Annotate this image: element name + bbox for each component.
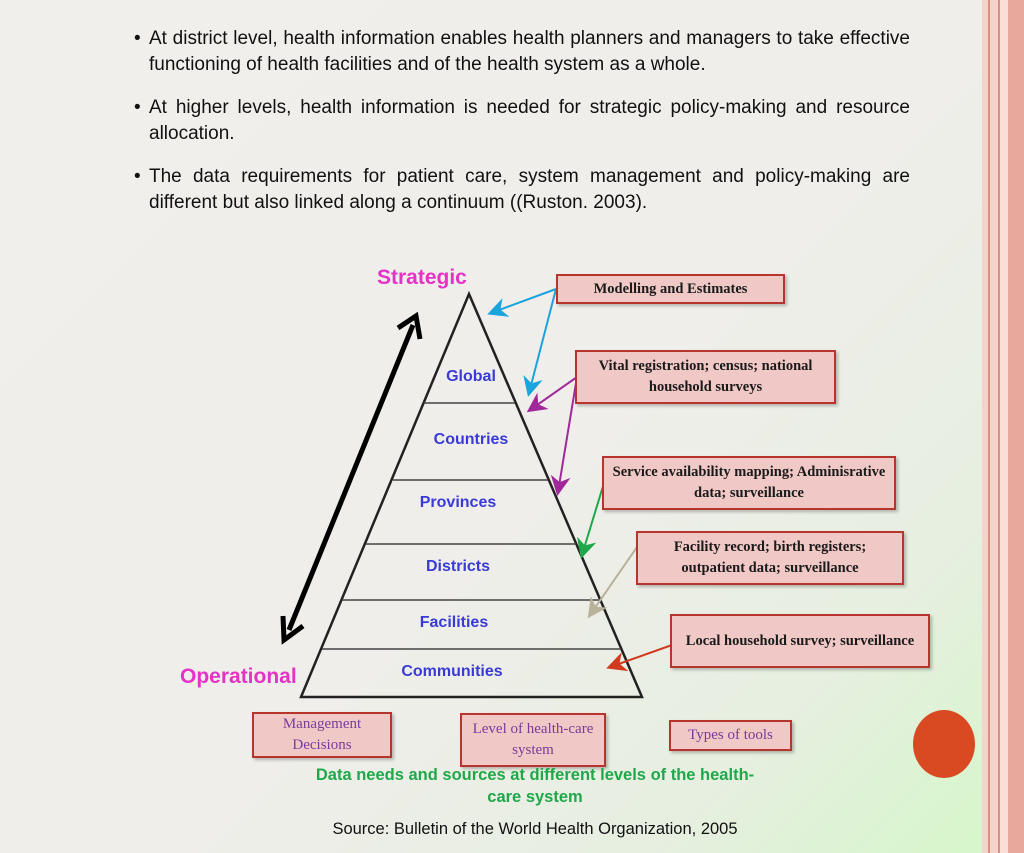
diagram-caption: Data needs and sources at different levels of the health-care system — [315, 766, 755, 806]
tool-arrow — [491, 289, 556, 313]
strategic-label: Strategic — [377, 266, 467, 289]
level-communities: Communities — [401, 663, 503, 680]
tool-box-service-availability: Service availability mapping; Adminisrative data; surveillance — [602, 456, 896, 510]
legend-level-of-health-care: Level of health-care system — [460, 713, 606, 767]
level-countries: Countries — [433, 431, 509, 448]
bullet-item: • At district level, health information enables health planners and managers to take effective functioning of health facilities and of the health system as a whole. — [132, 26, 910, 77]
decorative-circle — [913, 710, 975, 778]
source-citation: Source: Bulletin of the World Health Organization, 2005 — [332, 820, 738, 838]
tool-arrow — [582, 483, 604, 555]
level-provinces: Provinces — [419, 494, 497, 511]
level-facilities: Facilities — [419, 614, 489, 631]
tool-box-local-household: Local household survey; surveillance — [670, 614, 930, 668]
operational-label: Operational — [180, 665, 297, 688]
tool-arrow — [590, 547, 637, 615]
tool-box-modelling: Modelling and Estimates — [556, 274, 785, 304]
level-districts: Districts — [425, 558, 491, 575]
level-global: Global — [446, 368, 496, 385]
tool-box-facility-record: Facility record; birth registers; outpatient data; surveillance — [636, 531, 904, 585]
continuum-double-arrow — [289, 325, 413, 630]
tool-box-vital-registration: Vital registration; census; national household surveys — [575, 350, 836, 404]
bullet-item: • At higher levels, health information is needed for strategic policy-making and resource allocation. — [132, 95, 910, 146]
legend-types-of-tools: Types of tools — [669, 720, 792, 751]
bullet-item: • The data requirements for patient care, system management and policy-making are different but also linked along a continuum ((Ruston. 2003). — [132, 164, 910, 215]
legend-management-decisions: Management Decisions — [252, 712, 392, 758]
